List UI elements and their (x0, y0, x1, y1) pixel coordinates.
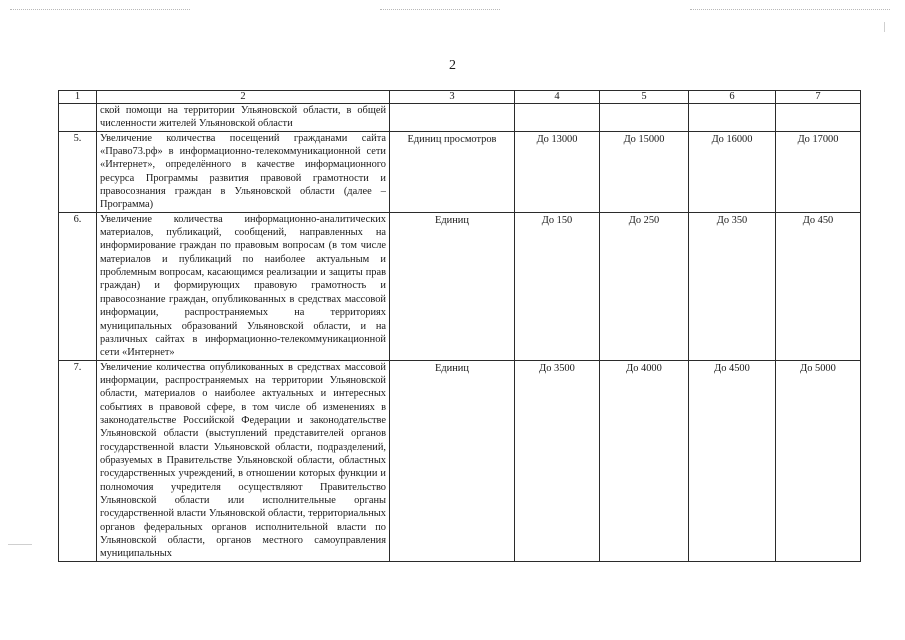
scan-artifact-right-mark (884, 22, 885, 32)
row-number: 6. (59, 212, 97, 360)
value-col-7 (776, 104, 861, 132)
row-number: 5. (59, 131, 97, 212)
value-col-5: До 4000 (600, 360, 689, 561)
row-number: 7. (59, 360, 97, 561)
header-col-3: 3 (390, 91, 515, 104)
value-col-4: До 150 (515, 212, 600, 360)
indicators-table (58, 90, 861, 562)
unit-cell: Единиц просмотров (390, 131, 515, 212)
indicator-text: Увеличение количества информационно-аналитических материалов, публикаций, сообщений, направленных на информирование граждан по правовым вопросам (в том числе материалов и публикаций по наиболее актуальным и проблемным вопросам, касающимся реализации и защиты прав граждан) и формирующих правовую грамотность и правосознание граждан, опубликованных в средствах массовой информации, распространяемых на территориях муниципальных образований Ульяновской области, и на различных сайтах в информационно-телекоммуникационной сети «Интернет» (97, 212, 390, 360)
value-col-6: До 350 (689, 212, 776, 360)
value-col-4 (515, 104, 600, 132)
table-row (59, 360, 861, 561)
value-col-7: До 5000 (776, 360, 861, 561)
unit-cell (390, 104, 515, 132)
header-col-7: 7 (776, 91, 861, 104)
indicator-text: ской помощи на территории Ульяновской области, в общей численности жителей Ульяновской области (97, 104, 390, 132)
table-row-continuation (59, 104, 861, 132)
value-col-4: До 3500 (515, 360, 600, 561)
scan-artifact-top-left (10, 9, 190, 11)
value-col-6: До 16000 (689, 131, 776, 212)
table-row (59, 131, 861, 212)
header-col-4: 4 (515, 91, 600, 104)
value-col-5: До 15000 (600, 131, 689, 212)
header-col-5: 5 (600, 91, 689, 104)
indicator-text: Увеличение количества посещений гражданами сайта «Право73.рф» в информационно-телекоммуникационной сети «Интернет», определённого в качестве информационного ресурса Программы развития правовой грамотности и правосознания граждан в Ульяновской области (далее – Программа) (97, 131, 390, 212)
value-col-5: До 250 (600, 212, 689, 360)
scan-artifact-top-right (690, 9, 890, 11)
indicator-text: Увеличение количества опубликованных в средствах массовой информации, распространяемых на территории Ульяновской области, материалов о наиболее актуальных и интересных событиях в правовой сфере, в том числе об изменениях в законодательстве Российской Федерации и законодательстве Ульяновской области (выступлений представителей органов государственной власти Ульяновской области, подразделений, образуемых в Правительстве Ульяновской области, областных государственных учреждений, в отношении которых функции и полномочия учредителя осуществляют Правительство Ульяновской области или исполнительные органы государственной власти Ульяновской области, территориальных органов федеральных органов исполнительной власти по Ульяновской области, органов местного самоуправления муниципальных (97, 360, 390, 561)
value-col-7: До 17000 (776, 131, 861, 212)
unit-cell: Единиц (390, 360, 515, 561)
table-row (59, 212, 861, 360)
scan-artifact-top-mid (380, 9, 500, 11)
header-col-2: 2 (97, 91, 390, 104)
unit-cell: Единиц (390, 212, 515, 360)
row-number (59, 104, 97, 132)
page-number: 2 (449, 58, 456, 73)
scan-artifact-left-mark (8, 544, 32, 545)
value-col-7: До 450 (776, 212, 861, 360)
table-header-row (59, 91, 861, 104)
value-col-6: До 4500 (689, 360, 776, 561)
value-col-4: До 13000 (515, 131, 600, 212)
header-col-1: 1 (59, 91, 97, 104)
header-col-6: 6 (689, 91, 776, 104)
value-col-6 (689, 104, 776, 132)
value-col-5 (600, 104, 689, 132)
